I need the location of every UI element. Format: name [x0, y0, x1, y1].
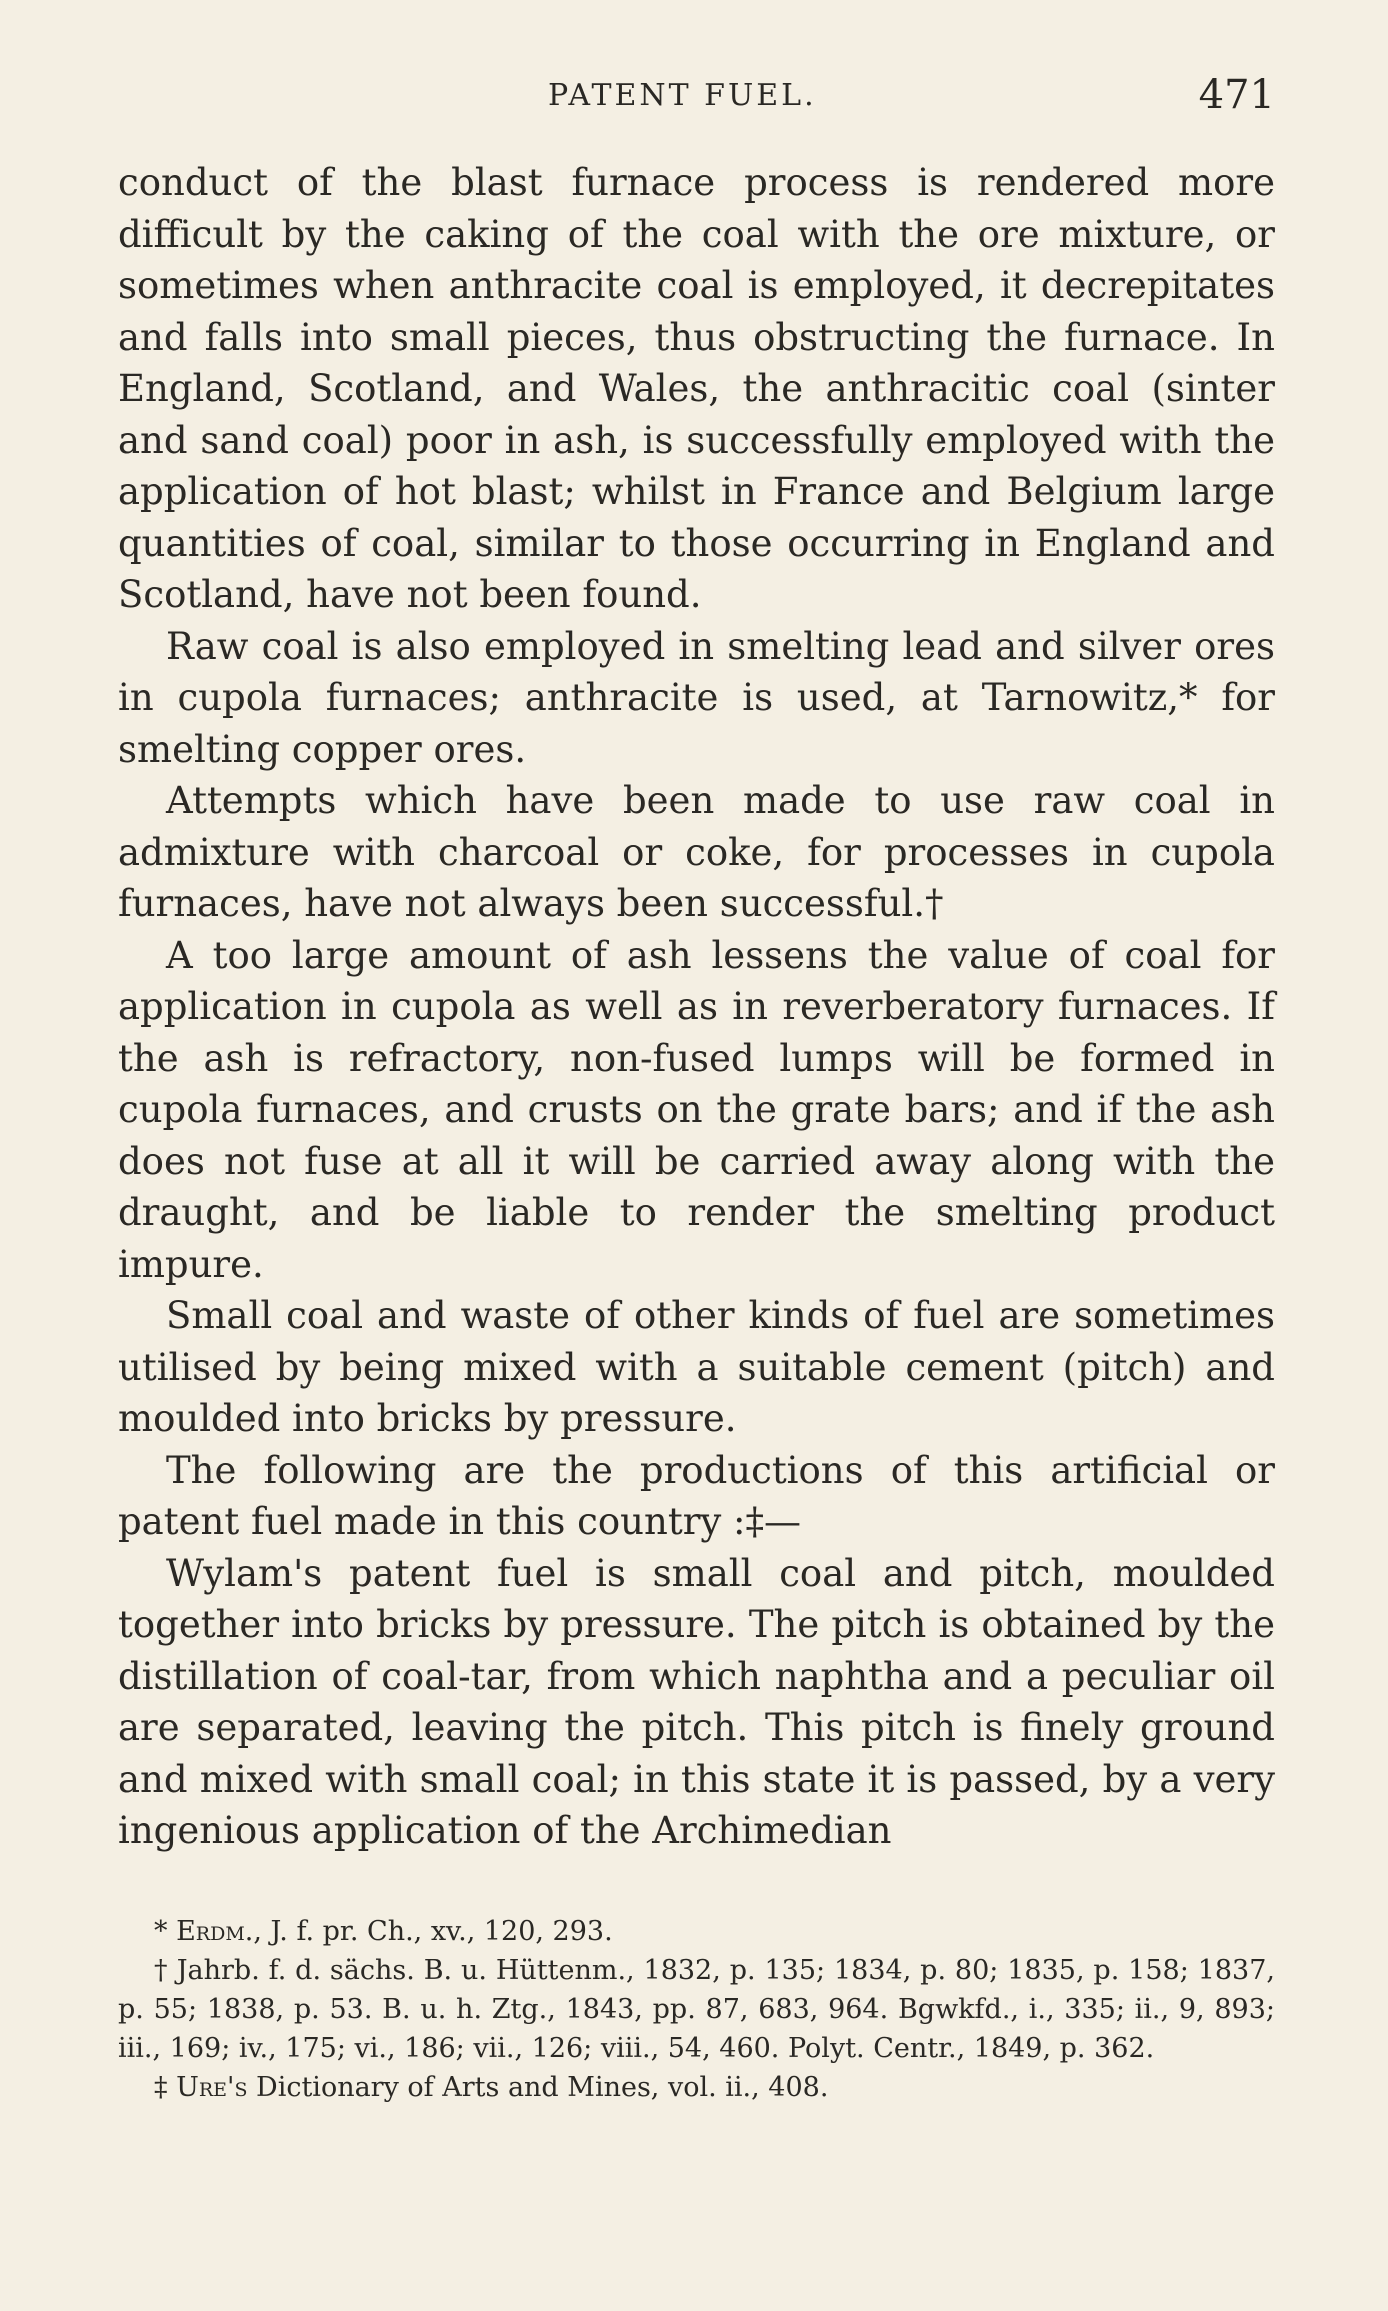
footnotes — [118, 1912, 1275, 2107]
page-header — [118, 72, 1275, 122]
body-text — [118, 157, 1275, 1857]
running-head: PATENT FUEL. — [548, 78, 817, 113]
page-number: 471 — [1198, 72, 1275, 118]
footnote-3 — [118, 2068, 1275, 2107]
paragraph-ash: A too large amount of ash lessens the value of coal for application in cupola as well as in reverberatory furnaces. If the ash is refractory, non-fused lumps will be formed in cupola furnaces, and crusts on the grate bars; and if the ash does not fuse at all it will be carried away along with the draught, and be liable to render the smelting product impure. — [118, 933, 1275, 1286]
paragraph-wylam: Wylam's patent fuel is small coal and pitch, moulded together into bricks by pressure. The pitch is obtained by the distillation of coal-tar, from which naphtha and a peculiar oil are separated, leaving the pitch. This pitch is finely ground and mixed with small coal; in this state it is passed, by a very ingenious application of the Archimedian — [118, 1551, 1275, 1852]
paragraph-following: The following are the productions of this artificial or patent fuel made in this country :‡— — [118, 1448, 1275, 1543]
footnote-1-author: Erdm. — [176, 1916, 254, 1947]
footnote-3-mark: ‡ — [154, 2072, 168, 2103]
footnote-1-mark: * — [154, 1916, 168, 1947]
footnote-2: † Jahrb. f. d. sächs. B. u. Hüttenm., 1832, p. 135; 1834, p. 80; 1835, p. 158; 1837, p. 55; 1838, p. 53. B. u. h. Ztg., 1843, pp. 87, 683, 964. Bgwkfd., i., 335; ii., 9, 893; iii., 169; iv., 175; vi., 186; vii., 126; viii., 54, 460. Polyt. Centr., 1849, p. 362. — [118, 1955, 1275, 2064]
footnote-3-author: Ure's — [176, 2072, 248, 2103]
paragraph-continued: conduct of the blast furnace process is rendered more difficult by the caking of the coal with the ore mixture, or sometimes when anthracite coal is employed, it decrepitates and falls into small pieces, thus obstructing the furnace. In England, Scotland, and Wales, the anthracitic coal (sinter and sand coal) poor in ash, is successfully employed with the application of hot blast; whilst in France and Belgium large quantities of coal, similar to those occurring in England and Scotland, have not been found. — [118, 161, 1275, 616]
paragraph-small-coal: Small coal and waste of other kinds of fuel are sometimes utilised by being mixed with a suitable cement (pitch) and moulded into bricks by pressure. — [118, 1294, 1275, 1440]
paragraph-attempts: Attempts which have been made to use raw coal in admixture with charcoal or coke, for processes in cupola furnaces, have not always been successful.† — [118, 779, 1275, 925]
footnote-3-text: Dictionary of Arts and Mines, vol. ii., 408. — [247, 2072, 829, 2103]
footnote-1 — [118, 1912, 1275, 1951]
footnote-1-text: , J. f. pr. Ch., xv., 120, 293. — [253, 1916, 613, 1947]
paragraph-raw-coal: Raw coal is also employed in smelting lead and silver ores in cupola furnaces; anthracite is used, at Tarnowitz,* for smelting copper ores. — [118, 624, 1275, 771]
